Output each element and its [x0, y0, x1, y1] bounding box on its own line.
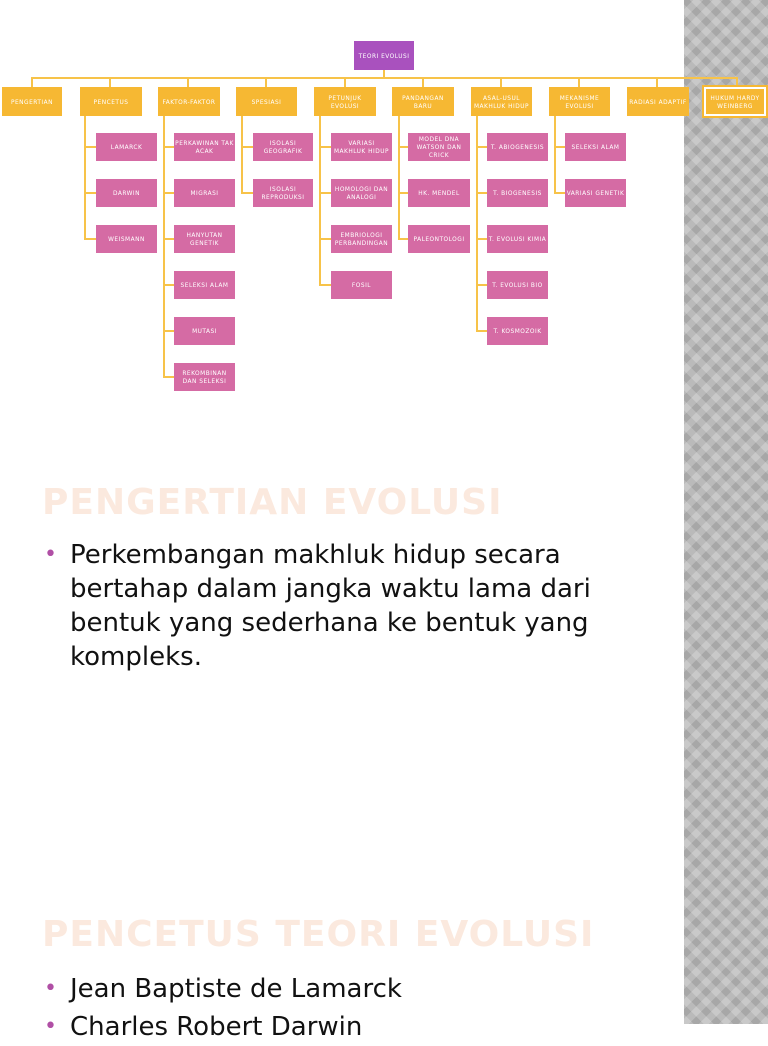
- child-node: ISOLASI GEOGRAFIK: [253, 133, 313, 161]
- child-node: PALEONTOLOGI: [408, 225, 470, 253]
- list-item: • Perkembangan makhluk hidup secara bertahap dalam jangka waktu lama dari bentuk yang sederhana ke bentuk yang kompleks.: [44, 540, 591, 672]
- category-node: MEKANISME EVOLUSI: [549, 87, 610, 116]
- root-node: TEORI EVOLUSI: [354, 41, 414, 70]
- category-node: FAKTOR-FAKTOR: [158, 87, 220, 116]
- child-node: SELEKSI ALAM: [565, 133, 626, 161]
- child-node: MUTASI: [174, 317, 235, 345]
- child-node: ISOLASI REPRODUKSI: [253, 179, 313, 207]
- child-node: T. KOSMOZOIK: [487, 317, 548, 345]
- section-heading-pengertian: PENGERTIAN EVOLUSI: [42, 482, 503, 523]
- child-node: FOSIL: [331, 271, 392, 299]
- child-node: T. EVOLUSI KIMIA: [487, 225, 548, 253]
- bullet-list-pencetus: [44, 970, 644, 1046]
- child-node: PERKAWINAN TAK ACAK: [174, 133, 235, 161]
- child-node: HOMOLOGI DAN ANALOGI: [331, 179, 392, 207]
- list-item: • Charles Robert Darwin: [44, 1008, 644, 1046]
- child-node: VARIASI GENETIK: [565, 179, 626, 207]
- category-node: PANDANGAN BARU: [392, 87, 454, 116]
- child-node: SELEKSI ALAM: [174, 271, 235, 299]
- child-node: T. BIOGENESIS: [487, 179, 548, 207]
- category-node: HUKUM HARDY WEINBERG: [704, 87, 766, 116]
- category-node: PENGERTIAN: [2, 87, 62, 116]
- category-node: SPESIASI: [236, 87, 297, 116]
- category-node: RADIASI ADAPTIF: [627, 87, 689, 116]
- category-node: ASAL-USUL MAKHLUK HIDUP: [471, 87, 532, 116]
- category-node: PENCETUS: [80, 87, 142, 116]
- bullet-icon: •: [44, 976, 57, 1001]
- child-node: T. EVOLUSI BIO: [487, 271, 548, 299]
- child-node: DARWIN: [96, 179, 157, 207]
- child-node: EMBRIOLOGI PERBANDINGAN: [331, 225, 392, 253]
- child-node: MIGRASI: [174, 179, 235, 207]
- bullet-icon: •: [44, 542, 57, 567]
- section-heading-pencetus: PENCETUS TEORI EVOLUSI: [42, 914, 595, 955]
- child-node: LAMARCK: [96, 133, 157, 161]
- child-node: HK. MENDEL: [408, 179, 470, 207]
- child-node: MODEL DNA WATSON DAN CRICK: [408, 133, 470, 161]
- child-node: VARIASI MAKHLUK HIDUP: [331, 133, 392, 161]
- child-node: WEISMANN: [96, 225, 157, 253]
- decorative-side-strip: [684, 0, 768, 1024]
- bullet-list-pengertian: [44, 538, 604, 674]
- child-node: HANYUTAN GENETIK: [174, 225, 235, 253]
- bullet-icon: •: [44, 1014, 57, 1039]
- list-item: • Jean Baptiste de Lamarck: [44, 970, 644, 1008]
- category-node: PETUNJUK EVOLUSI: [314, 87, 376, 116]
- child-node: T. ABIOGENESIS: [487, 133, 548, 161]
- child-node: REKOMBINAN DAN SELEKSI: [174, 363, 235, 391]
